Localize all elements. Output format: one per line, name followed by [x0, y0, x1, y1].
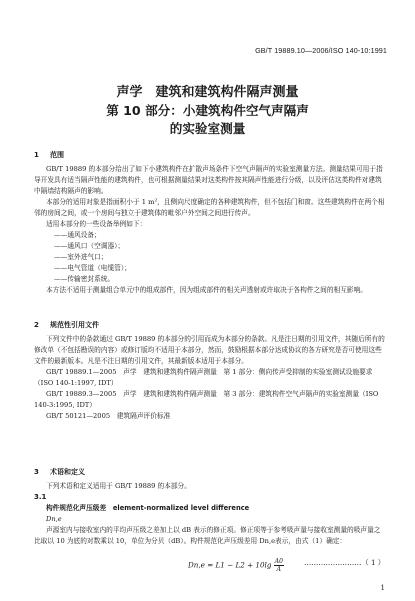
section-1 [34, 150, 385, 296]
section-1-para-3: 适用本部分的一些设备举例如下： [46, 220, 147, 228]
section-1-para-2: 本部分的适用对象是指面积小于 1 m²，且侧向尺度确定的各种建筑构件，但不包括门和窗。这些建筑构件在两个相邻的房间之间，或一个房间与独立于建筑体的毗邻户外空间之间进行传声。 [34, 198, 385, 217]
term-definition: 声源室内与接收室内的平均声压级之差加上以 dB 表示的修正项。修正项等于参考吸声量与接收室测量的吸声量之比取以 10 为底的对数乘以 10，单位为分贝（dB）。构件规范化声压级差用 Dn,e表示，由式（1）确定： [34, 526, 381, 545]
term-name: 构件规范化声压级差 element-normalized level difference [46, 504, 250, 512]
title-line-1: 声学 建筑和建筑构件隔声测量 [116, 85, 299, 100]
reference-item: GB/T 19889.1—2005 声学 建筑和建筑构件隔声测量 第 1 部分：侧向传声受抑制的实验室测试设施要求（ISO 140-1:1997, IDT） [34, 368, 373, 387]
section-1-heading: 1 范围 [34, 151, 64, 159]
section-3-heading: 3 术语和定义 [34, 468, 85, 476]
term-symbol: Dn,e [46, 515, 62, 523]
title-line-2: 第 10 部分：小建筑构件空气声隔声 [106, 103, 309, 118]
formula-expression: Dn,e = L1 − L2 + 10lg $\frac{A0}{A}$ [188, 558, 283, 573]
standard-code: GB/T 19889.10—2006/ISO 140-10:1991 [255, 46, 387, 55]
reference-item: GB/T 50121—2005 建筑隔声评价标准 [46, 412, 171, 420]
fraction-denominator: A [276, 566, 281, 573]
section-3 [34, 467, 385, 547]
equation-label: ……………………（ 1 ） [303, 558, 385, 567]
reference-item: GB/T 19889.3—2005 声学 建筑和建筑构件隔声测量 第 3 部分：建筑构件空气声隔声的实验室测量（ISO 140-3:1995, IDT） [34, 390, 379, 409]
list-item: ——通风口（空调器）； [54, 242, 125, 250]
fraction-numerator: A0 [274, 558, 283, 565]
section-2-para-1: 下列文件中的条款通过 GB/T 19889 的本部分的引用而成为本部分的条款。凡是注日期的引用文件，其随后所有的修改单（不包括勘误的内容）或修订版均不适用于本部分，然而，鼓励根据本部分达成协议的各方研究是否可使用这些文件的最新版本。凡是不注日期的引用文件，其最新版本适用于本部分。 [34, 335, 385, 365]
page-number: 1 [380, 584, 385, 592]
list-item: ——传输密封系统。 [54, 275, 115, 283]
document-title [0, 84, 415, 138]
section-1-para-4: 本方法不适用于测量组合单元中的组成部件，因为组成部件的相关声透射或许取决于各构件之间的相互影响。 [46, 286, 367, 294]
formula-fraction [274, 558, 284, 573]
section-1-para-1: GB/T 19889 的本部分给出了如下小建筑构件在扩散声场条件下空气声隔声的实验室测量方法。测量结果可用于指导开发具有适当隔声性能的建筑构件，也可根据测量结果对这类构件按其隔声性能进行分级，以及评估这类构件对建筑中隔墙结构隔声的影响。 [34, 165, 383, 195]
list-item: ——通风设备； [54, 231, 101, 239]
subsection-number: 3.1 [34, 493, 47, 501]
section-3-para-1: 下列术语和定义适用于 GB/T 19889 的本部分。 [46, 482, 191, 490]
list-item: ——室外进气口； [54, 253, 108, 261]
title-line-3: 的实验室测量 [169, 121, 246, 136]
section-2 [34, 320, 385, 422]
section-2-heading: 2 规范性引用文件 [34, 321, 99, 329]
list-item: ——电气管道（电缆管）； [54, 264, 131, 272]
